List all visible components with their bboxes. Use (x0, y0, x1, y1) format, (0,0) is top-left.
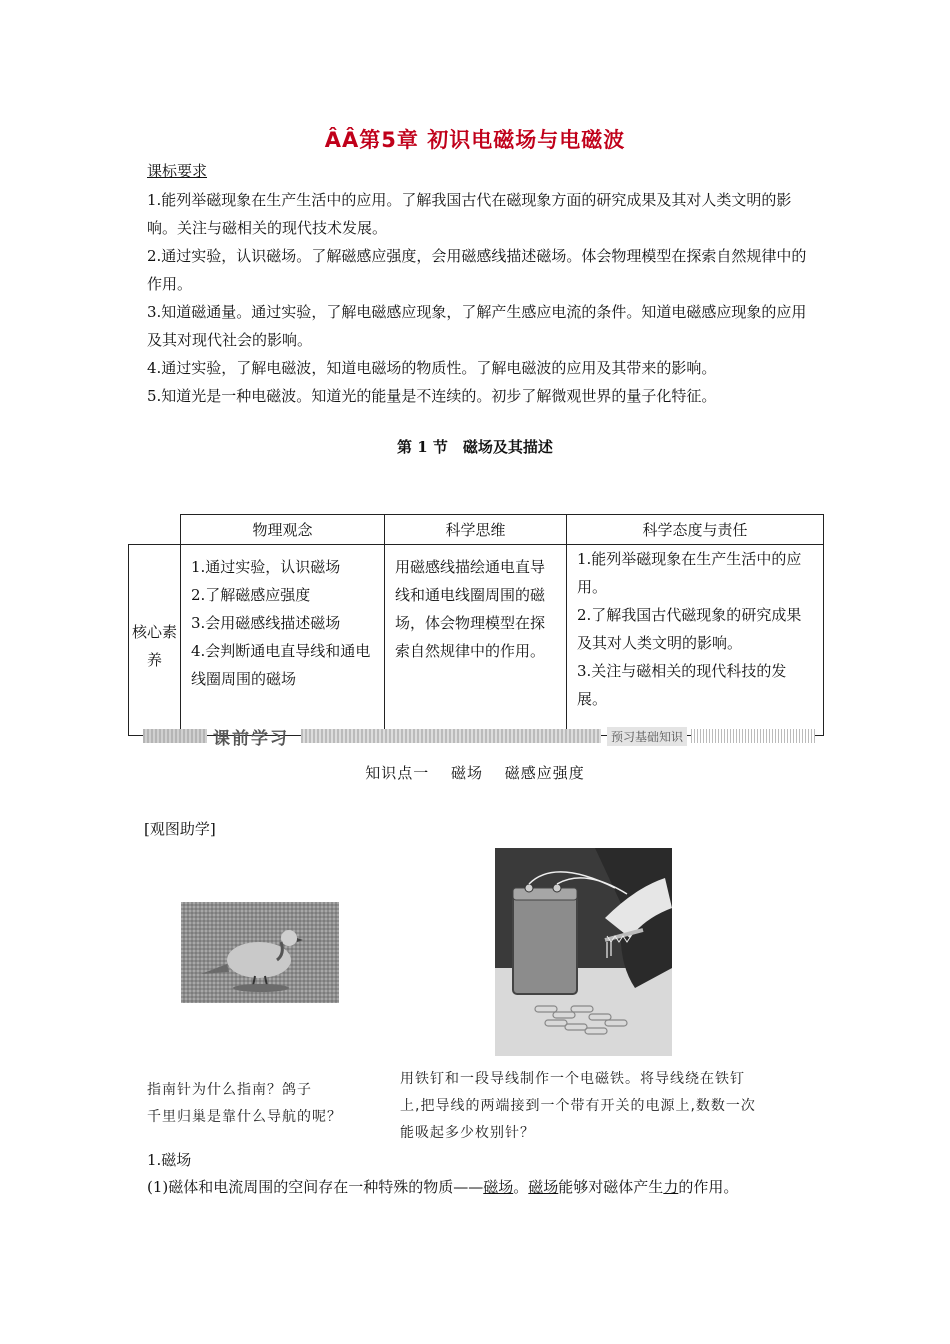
requirement-item: 3.知道磁通量。通过实验，了解电磁感应现象，了解产生感应电流的条件。知道电磁感应现象的应用及其对现代社会的影响。 (147, 303, 807, 349)
concept-item: 2.了解磁感应强度 (191, 586, 311, 604)
knowledge-point-topic: 磁场 (450, 764, 483, 782)
attitude-item: 2.了解我国古代磁现象的研究成果及其对人类文明的影响。 (577, 606, 802, 652)
banner-label: 课前学习 (213, 729, 289, 749)
concept-item: 1.通过实验，认识磁场 (191, 558, 341, 576)
banner-sub-label: 预习基础知识 (607, 727, 687, 746)
body-text: 的作用。 (678, 1178, 739, 1196)
banner-decoration (301, 729, 601, 743)
electromagnet-photo (495, 848, 672, 1056)
banner-decoration (691, 729, 815, 743)
caption-line: 千里归巢是靠什么导航的呢？ (147, 1109, 342, 1125)
blank-answer: 力 (663, 1178, 679, 1196)
knowledge-point-label: 知识点一 (365, 764, 430, 782)
attitude-item: 3.关注与磁相关的现代科技的发展。 (577, 662, 787, 708)
figure-caption-right: 用铁钉和一段导线制作一个电磁铁。将导线绕在铁钉上,把导线的两端接到一个带有开关的电源上,数数一次能吸起多少枚别针？ (400, 1071, 756, 1141)
body-text: (1)磁体和电流周围的空间存在一种特殊的物质—— (147, 1178, 484, 1196)
table-cell-physics-concept (181, 545, 385, 736)
table-cell-scientific-attitude (567, 545, 824, 736)
requirement-item: 5.知道光是一种电磁波。知道光的能量是不连续的。初步了解微观世界的量子化特征。 (147, 387, 717, 405)
table-header-physics-concept: 物理观念 (181, 515, 385, 545)
figure-tag: [观图助学] (144, 820, 216, 838)
caption-line: 指南针为什么指南？鸽子 (147, 1082, 312, 1098)
section-title: 第 1 节 磁场及其描述 (397, 438, 553, 456)
subsection-heading: 1.磁场 (147, 1151, 192, 1169)
requirement-item: 1.能列举磁现象在生产生活中的应用。了解我国古代在磁现象方面的研究成果及其对人类文明的影响。关注与磁相关的现代技术发展。 (147, 191, 792, 237)
chapter-title: ÂÂ第5章 初识电磁场与电磁波 (324, 128, 626, 152)
table-cell-scientific-thinking: 用磁感线描绘通电直导线和通电线圈周围的磁场，体会物理模型在探索自然规律中的作用。 (385, 545, 567, 736)
body-text: 能够对磁体产生 (558, 1178, 664, 1196)
pigeon-photo (181, 902, 339, 1003)
section-banner (143, 724, 815, 748)
banner-decoration (143, 729, 207, 743)
figure-caption-left (147, 1077, 342, 1131)
blank-answer: 磁场 (528, 1178, 559, 1196)
table-header-scientific-thinking: 科学思维 (385, 515, 567, 545)
requirements-list (147, 186, 817, 410)
table-corner (129, 515, 181, 545)
table-row-head (129, 545, 181, 736)
core-literacy-table (128, 514, 824, 736)
concept-item: 4.会判断通电直导线和通电线圈周围的磁场 (191, 642, 371, 688)
table-header-scientific-attitude: 科学态度与责任 (567, 515, 824, 545)
body-paragraph (147, 1176, 827, 1197)
blank-answer: 磁场 (483, 1178, 514, 1196)
requirement-item: 2.通过实验，认识磁场。了解磁感应强度，会用磁感线描述磁场。体会物理模型在探索自然规律中的作用。 (147, 247, 807, 293)
requirements-heading: 课标要求 (147, 162, 208, 180)
row-head-label: 核心素养 (131, 623, 177, 669)
attitude-item: 1.能列举磁现象在生产生活中的应用。 (577, 550, 802, 596)
body-text: 。 (513, 1178, 529, 1196)
knowledge-point-topic: 磁感应强度 (504, 764, 585, 782)
requirement-item: 4.通过实验，了解电磁波，知道电磁场的物质性。了解电磁波的应用及其带来的影响。 (147, 359, 717, 377)
concept-item: 3.会用磁感线描述磁场 (191, 614, 341, 632)
knowledge-point-title (0, 762, 950, 783)
